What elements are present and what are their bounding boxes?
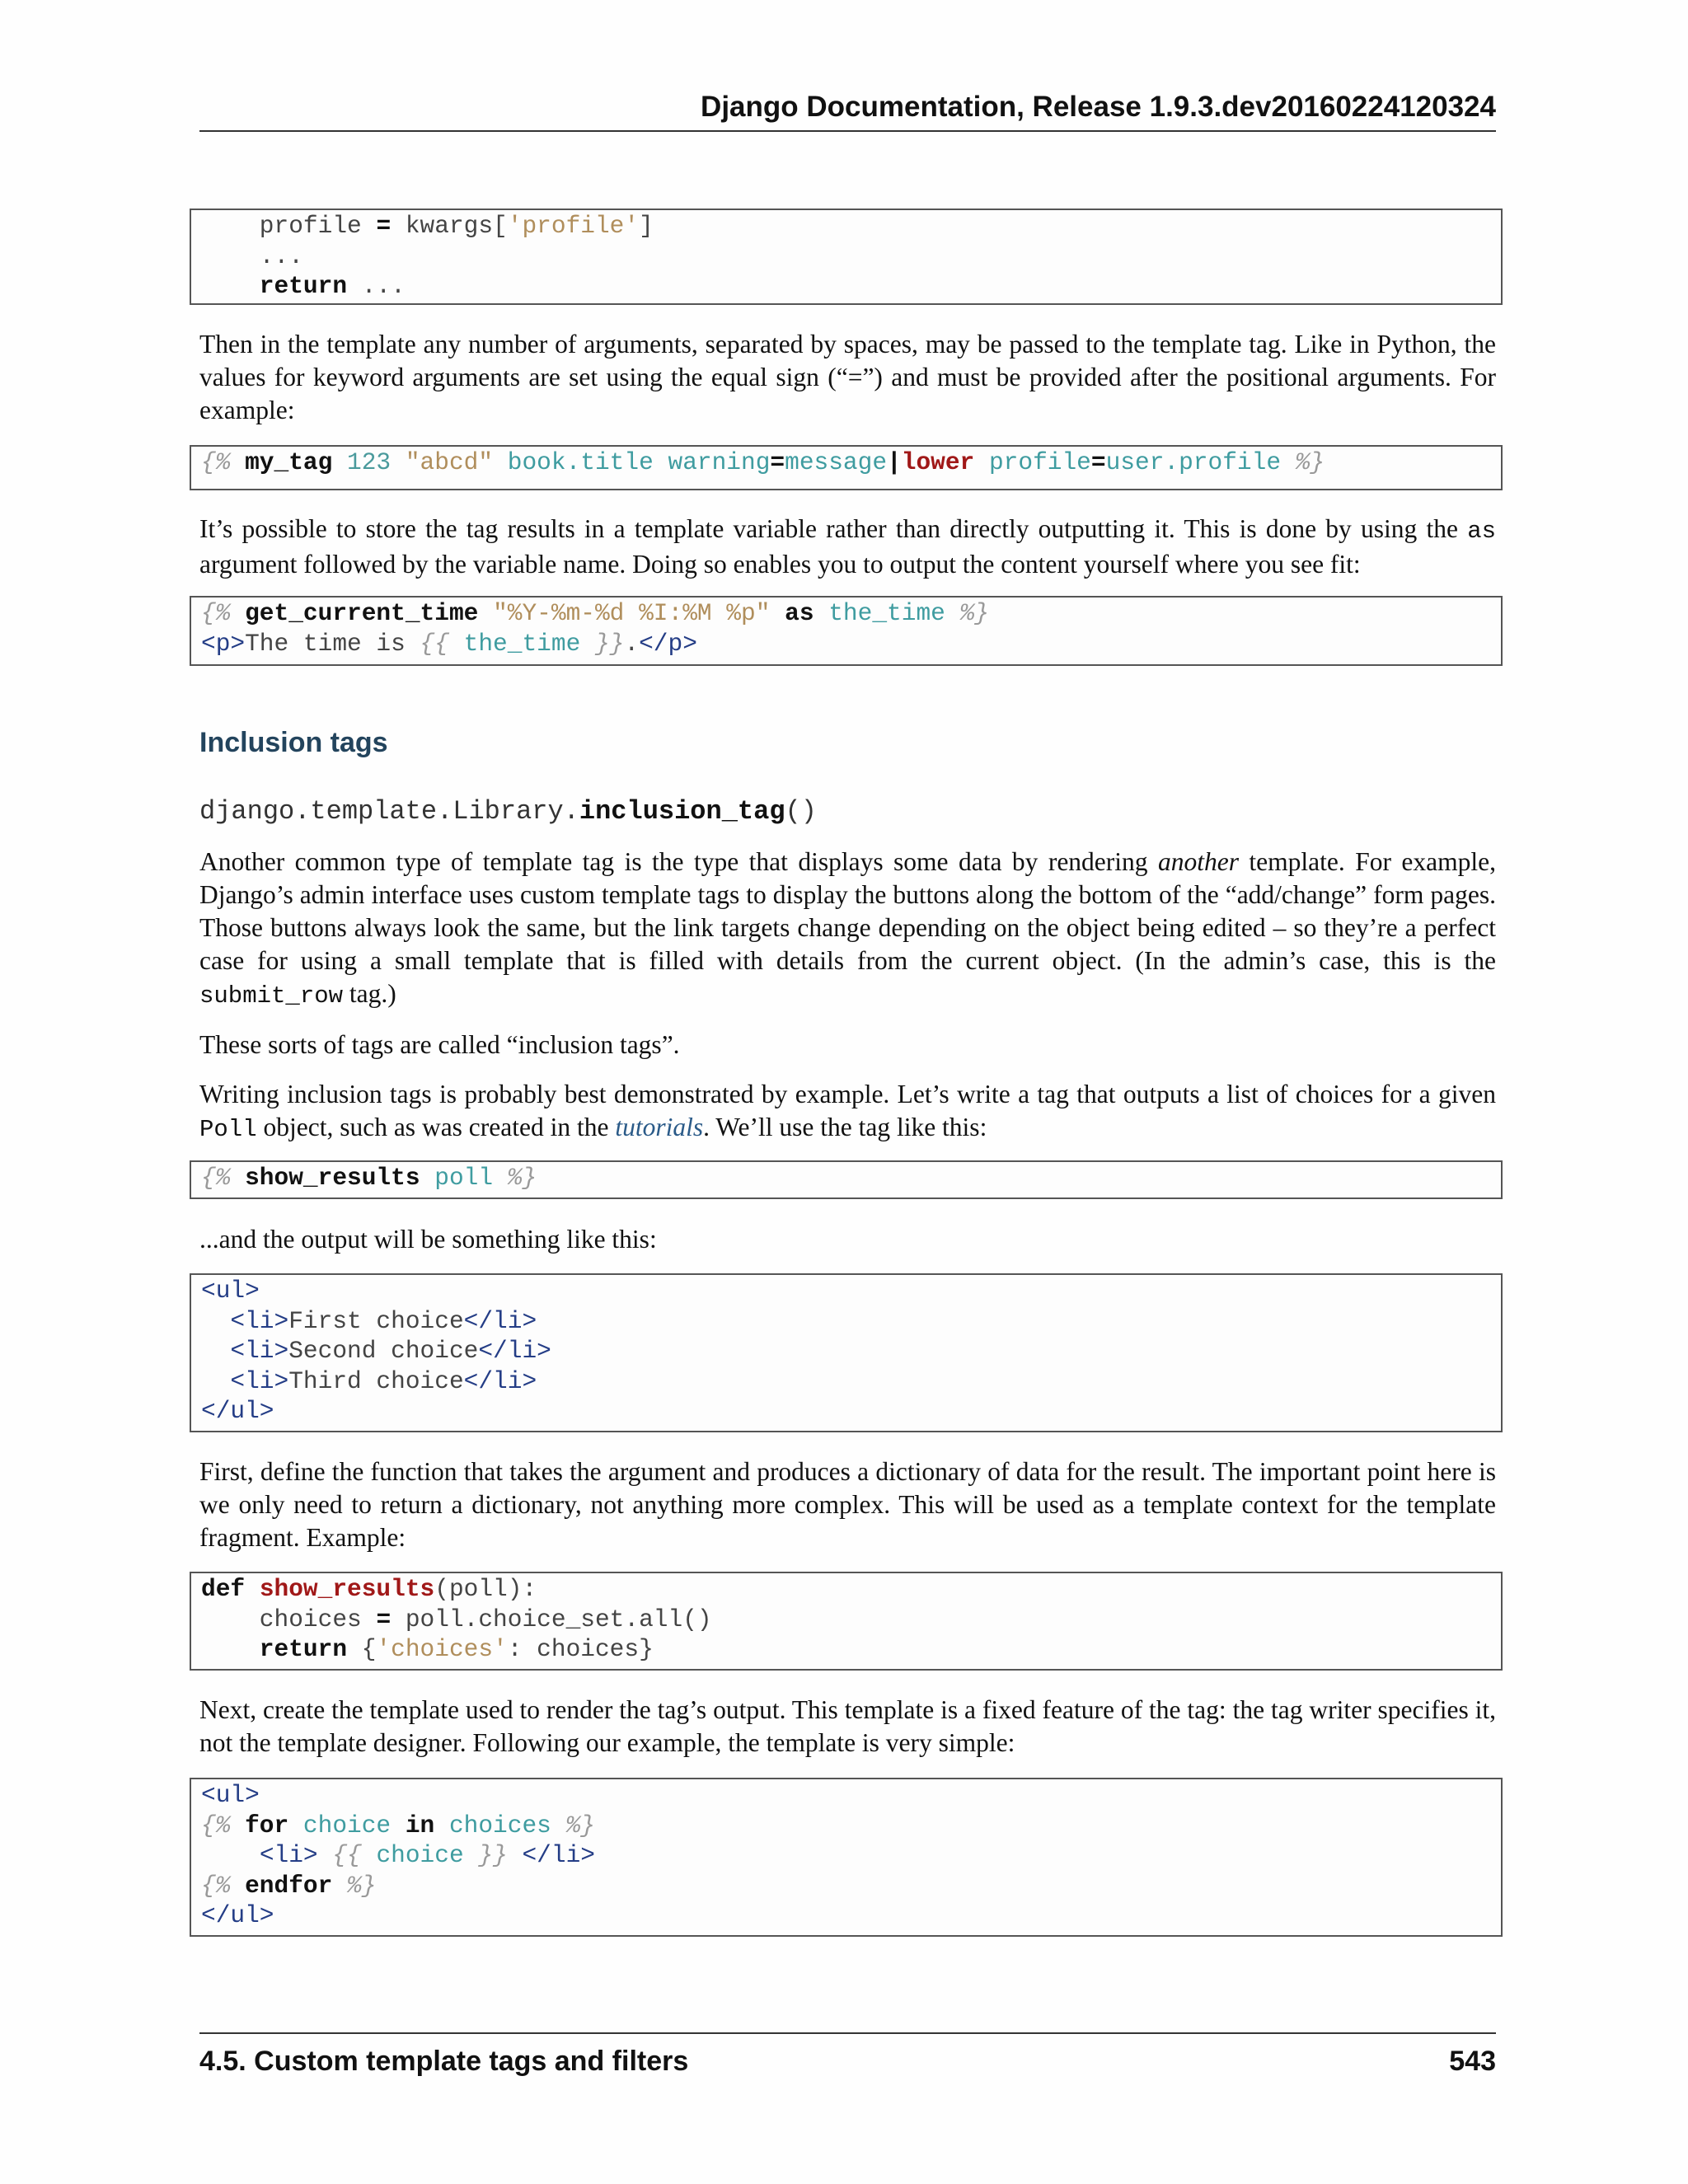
- code-token: [420, 1164, 435, 1192]
- signature-name: inclusion_tag: [579, 796, 785, 827]
- paragraph: [199, 846, 1496, 1013]
- code-token: [945, 599, 960, 627]
- code-line: [201, 1605, 1501, 1635]
- running-header: [199, 91, 1496, 132]
- code-line: [201, 1366, 1501, 1397]
- text: Writing inclusion tags is probably best demonstrated by example. Let’s write a tag that outputs a list of choices for a given: [199, 1080, 1496, 1108]
- code-token: First choice: [288, 1306, 464, 1335]
- code-token: in: [405, 1811, 435, 1840]
- code-block: [190, 596, 1503, 666]
- paragraph: ...and the output will be something like this:: [199, 1225, 657, 1254]
- running-footer: [199, 2032, 1496, 2077]
- code-token: |: [887, 448, 902, 476]
- tutorials-link[interactable]: tutorials: [615, 1113, 704, 1141]
- code-line: [201, 629, 1501, 659]
- code-token: [493, 448, 508, 476]
- code-line: [201, 1306, 1501, 1337]
- code-token: return: [201, 1635, 348, 1663]
- code-token: def: [201, 1575, 246, 1603]
- paragraph: [199, 513, 1496, 581]
- paragraph: First, define the function that takes the argument and produces a dictionary of data for the result. The important point here is we only need to return a dictionary, not anything more complex. This will be used as a template context for the template fragment. Example:: [199, 1457, 1496, 1552]
- code-token: lower: [901, 448, 975, 476]
- code-token: </ul>: [201, 1397, 274, 1425]
- code-token: poll.choice_set.all(): [391, 1605, 712, 1633]
- code-token: }}: [594, 629, 625, 658]
- code-token: {%: [201, 1164, 231, 1192]
- code-token: "%Y-%m-%d %I:%M %p": [493, 599, 771, 627]
- code-token: show_results: [245, 1164, 420, 1192]
- code-token: [230, 599, 245, 627]
- code-token: %}: [347, 1871, 377, 1900]
- code-token: [770, 599, 785, 627]
- code-token: [1281, 448, 1296, 476]
- code-line: [201, 1634, 1501, 1665]
- code-line: [201, 1840, 1501, 1871]
- code-token: <li>: [230, 1337, 289, 1365]
- code-token: poll: [434, 1164, 494, 1192]
- inline-code: Poll: [199, 1116, 257, 1143]
- code-token: </ul>: [201, 1901, 274, 1929]
- code-token: =: [376, 212, 392, 240]
- code-token: =: [770, 448, 785, 476]
- code-token: [580, 630, 595, 658]
- code-line: [201, 598, 1501, 629]
- code-token: [434, 1811, 449, 1840]
- code-block: [190, 1160, 1503, 1199]
- code-token: [493, 1164, 508, 1192]
- code-token: <ul>: [201, 1781, 260, 1809]
- paragraph: [199, 1078, 1496, 1146]
- code-token: as: [785, 599, 814, 627]
- text: template. For example, Django’s admin interface uses custom template tags to display the buttons along the bottom of the “add/change” form pages. Those buttons always look the same, but the link targets change depending on the object being edited – so they’re a perfect case for using a small template that is filled with details from the current object. (In the admin’s case, this is the: [199, 847, 1496, 975]
- code-token: [230, 1164, 245, 1192]
- code-line: [201, 211, 1501, 241]
- code-token: [464, 1841, 479, 1869]
- code-token: </li>: [522, 1841, 595, 1869]
- code-token: </li>: [463, 1366, 537, 1395]
- code-token: %}: [1295, 448, 1325, 476]
- code-token: [230, 1872, 245, 1900]
- code-token: endfor: [245, 1871, 333, 1900]
- code-line: [201, 1811, 1501, 1841]
- section-heading: Inclusion tags: [199, 727, 388, 758]
- paragraph: These sorts of tags are called “inclusion tags”.: [199, 1030, 680, 1059]
- code-token: </li>: [463, 1306, 537, 1335]
- code-token: </li>: [478, 1337, 551, 1365]
- code-token: {{: [420, 629, 449, 658]
- code-token: : choices}: [507, 1635, 654, 1663]
- code-line: [201, 1780, 1501, 1811]
- code-token: {%: [201, 1811, 231, 1840]
- code-token: [814, 599, 829, 627]
- code-token: choices: [448, 1811, 551, 1840]
- code-token: [362, 1841, 377, 1869]
- code-token: warning: [668, 448, 771, 476]
- code-token: message: [785, 448, 888, 476]
- code-line: [201, 1574, 1501, 1605]
- code-token: [332, 1872, 347, 1900]
- text: . We’ll use the tag like this:: [703, 1113, 987, 1141]
- code-token: Third choice: [288, 1366, 464, 1395]
- code-token: 'choices': [376, 1635, 508, 1663]
- code-token: choice: [376, 1841, 464, 1869]
- code-token: <ul>: [201, 1277, 260, 1305]
- code-token: <li>: [230, 1306, 289, 1335]
- code-line: [201, 1900, 1501, 1931]
- emphasis: another: [1157, 847, 1239, 876]
- code-token: (poll):: [434, 1575, 537, 1603]
- code-line: [201, 271, 1501, 302]
- code-token: 'profile': [507, 212, 640, 240]
- footer-section: 4.5. Custom template tags and filters: [199, 2046, 689, 2077]
- code-token: <li>: [259, 1841, 318, 1869]
- code-token: [318, 1841, 333, 1869]
- code-token: kwargs[: [391, 212, 508, 240]
- code-token: =: [376, 1605, 392, 1633]
- code-token: <p>: [201, 629, 246, 658]
- code-token: The time is: [245, 629, 420, 658]
- code-token: [230, 448, 245, 476]
- code-token: [201, 1367, 230, 1395]
- code-token: return: [201, 272, 348, 300]
- code-token: [201, 1337, 230, 1365]
- code-token: [245, 1575, 260, 1603]
- code-token: [391, 1811, 406, 1840]
- page-number: 543: [1449, 2046, 1496, 2077]
- code-line: [201, 1276, 1501, 1306]
- code-token: [288, 1811, 303, 1840]
- code-token: {%: [201, 448, 231, 476]
- code-token: </p>: [639, 629, 697, 658]
- code-line: [201, 448, 1501, 478]
- code-token: the_time: [828, 599, 945, 627]
- code-line: [201, 1871, 1501, 1901]
- code-token: %}: [565, 1811, 595, 1840]
- code-block: [190, 1572, 1503, 1671]
- code-token: 123: [347, 448, 392, 476]
- code-token: ]: [639, 212, 654, 240]
- code-token: "abcd": [405, 448, 494, 476]
- code-token: {%: [201, 599, 231, 627]
- code-block: [190, 1273, 1503, 1432]
- code-line: [201, 1336, 1501, 1366]
- code-token: choice: [302, 1811, 392, 1840]
- text: argument followed by the variable name. Doing so enables you to output the content yourself where you see fit:: [199, 550, 1361, 579]
- code-token: [201, 1307, 230, 1335]
- code-token: [974, 448, 989, 476]
- code-token: {: [347, 1635, 377, 1663]
- code-token: user.profile: [1105, 448, 1282, 476]
- code-block: [190, 1778, 1503, 1937]
- code-token: [551, 1811, 566, 1840]
- code-line: [201, 1163, 1501, 1193]
- code-token: for: [245, 1811, 289, 1840]
- code-token: choices: [201, 1605, 377, 1633]
- code-token: ...: [201, 241, 303, 270]
- code-token: [332, 448, 347, 476]
- code-token: [508, 1841, 523, 1869]
- code-token: }}: [478, 1841, 508, 1869]
- code-token: profile: [201, 212, 377, 240]
- code-token: [391, 448, 406, 476]
- code-token: show_results: [259, 1575, 435, 1603]
- code-token: %}: [507, 1164, 537, 1192]
- signature-parens: (): [785, 796, 817, 827]
- code-token: [478, 599, 493, 627]
- code-token: {%: [201, 1871, 231, 1900]
- code-token: my_tag: [245, 448, 333, 476]
- code-token: the_time: [463, 629, 581, 658]
- text: object, such as was created in the: [256, 1113, 616, 1141]
- signature-module: django.template.Library.: [199, 796, 579, 827]
- inline-code: as: [1467, 518, 1496, 545]
- inline-code: submit_row: [199, 982, 344, 1010]
- code-token: =: [1090, 448, 1106, 476]
- code-token: get_current_time: [245, 599, 479, 627]
- text: It’s possible to store the tag results in a template variable rather than directly outputting it. This is done by using the: [199, 514, 1468, 543]
- code-token: [449, 630, 464, 658]
- code-block: [190, 209, 1503, 305]
- code-line: [201, 1396, 1501, 1427]
- code-token: [230, 1811, 245, 1840]
- code-token: %}: [959, 599, 989, 627]
- header-title: Django Documentation, Release 1.9.3.dev20160224120324: [701, 91, 1496, 123]
- paragraph: Next, create the template used to render the tag’s output. This template is a fixed feature of the tag: the tag writer specifies it, not the template designer. Following our example, the template is very simple:: [199, 1695, 1496, 1757]
- code-token: profile: [988, 448, 1091, 476]
- code-token: .: [624, 629, 640, 658]
- paragraph: Then in the template any number of arguments, separated by spaces, may be passed to the template tag. Like in Python, the values for keyword arguments are set using the equal sign (“=”) and must be provided after the positional arguments. For example:: [199, 330, 1496, 424]
- code-token: [201, 1841, 260, 1869]
- code-token: <li>: [230, 1366, 289, 1395]
- text: tag.): [343, 979, 396, 1008]
- code-token: book.title: [507, 448, 654, 476]
- code-block: [190, 445, 1503, 490]
- code-token: {{: [332, 1841, 362, 1869]
- text: Another common type of template tag is the type that displays some data by rendering: [199, 847, 1158, 876]
- code-token: Second choice: [288, 1337, 479, 1365]
- code-line: [201, 241, 1501, 272]
- code-token: ...: [347, 272, 406, 300]
- function-signature: [199, 796, 817, 827]
- code-token: [654, 448, 668, 476]
